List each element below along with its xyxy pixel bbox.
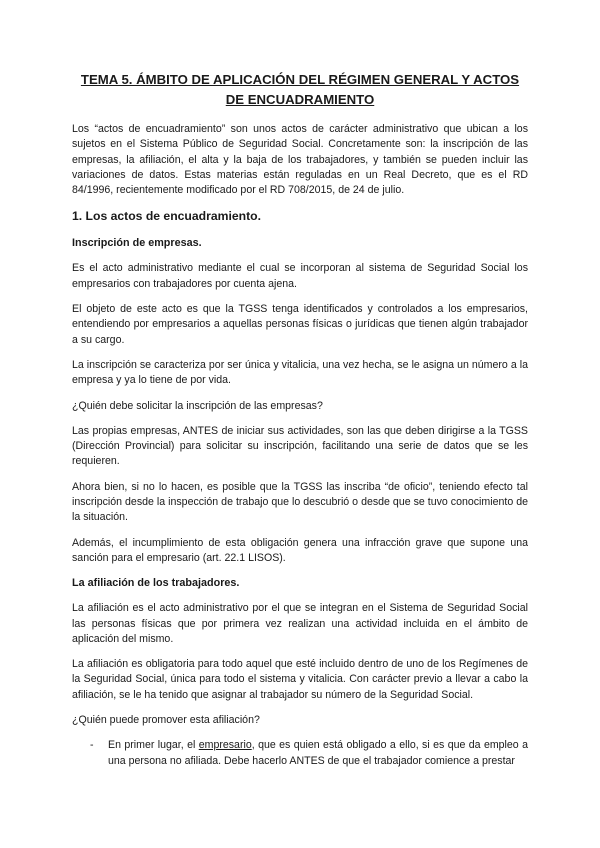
- list-item: [90, 738, 528, 769]
- inscripcion-paragraph-6: Ahora bien, si no lo hacen, es posible que la TGSS las inscriba “de oficio”, teniendo efecto tal inscripción desde la inspección de trabajo que lo descubrió o desde que se tuvo conocimiento de la situación.: [72, 480, 528, 524]
- bullet-underlined-term: empresario: [198, 739, 252, 752]
- bullet-dash: -: [90, 739, 94, 752]
- document-title: [72, 70, 528, 110]
- intro-paragraph: Los “actos de encuadramiento” son unos actos de carácter administrativo que ubican a los sujetos en el Sistema Público de Seguridad Social. Concretamente son: la inscripción de las empresas, la afiliación, el alta y la baja de los trabajadores, y también se pueden incluir las variaciones de datos. Estas materias están reguladas en un Real Decreto, que es el RD 84/1996, recientemente modificado por el RD 708/2015, de 24 de julio.: [72, 123, 528, 197]
- inscripcion-paragraph-7: Además, el incumplimiento de esta obligación genera una infracción grave que supone una sanción para el empresario (art. 22.1 LISOS).: [72, 536, 528, 564]
- section-1-heading: 1. Los actos de encuadramiento.: [72, 209, 261, 224]
- inscripcion-paragraph-2: El objeto de este acto es que la TGSS tenga identificados y controlados a los empresarios, entendiendo por empresarios a aquellas personas físicas o jurídicas que tienen algún trabajador a su cargo.: [72, 303, 528, 346]
- inscripcion-question: ¿Quién debe solicitar la inscripción de las empresas?: [72, 399, 323, 412]
- title-line-2: DE ENCUADRAMIENTO: [225, 92, 375, 107]
- afiliacion-paragraph-1: La afiliación es el acto administrativo por el que se integran en el Sistema de Seguridad Social las personas físicas que por primera vez realizan una actividad incluida en el ámbito de aplicación del mismo.: [72, 602, 528, 645]
- afiliacion-heading: La afiliación de los trabajadores.: [72, 577, 240, 590]
- bullet-text-post: , que es quien está obligado a ello, si es que da empleo a una persona no afiliada. Debe hacerlo ANTES de que el trabajador comience a prestar: [108, 739, 528, 767]
- afiliacion-question: ¿Quién puede promover esta afiliación?: [72, 714, 260, 727]
- inscripcion-paragraph-3: La inscripción se caracteriza por ser única y vitalicia, una vez hecha, se le asigna un número a la empresa y ya lo tiene de por vida.: [72, 358, 528, 387]
- inscripcion-heading: Inscripción de empresas.: [72, 237, 202, 250]
- inscripcion-paragraph-5: Las propias empresas, ANTES de iniciar sus actividades, son las que deben dirigirse a la TGSS (Dirección Provincial) para solicitar su inscripción, facilitando una serie de datos que se les requieren.: [72, 424, 528, 468]
- afiliacion-bullet-list: [72, 738, 528, 769]
- afiliacion-paragraph-2: La afiliación es obligatoria para todo aquel que esté incluido dentro de uno de los Regímenes de la Seguridad Social, única para todo el sistema y vitalicia. Con carácter previo a llevar a cabo la afiliación, se le ha tenido que asignar al trabajador su número de la Seguridad Social.: [72, 658, 528, 701]
- inscripcion-paragraph-1: Es el acto administrativo mediante el cual se incorporan al sistema de Seguridad Social los empresarios con trabajadores por cuenta ajena.: [72, 262, 528, 290]
- bullet-text-pre: En primer lugar, el: [108, 739, 199, 752]
- title-line-1: TEMA 5. ÁMBITO DE APLICACIÓN DEL RÉGIMEN GENERAL Y ACTOS: [80, 72, 520, 87]
